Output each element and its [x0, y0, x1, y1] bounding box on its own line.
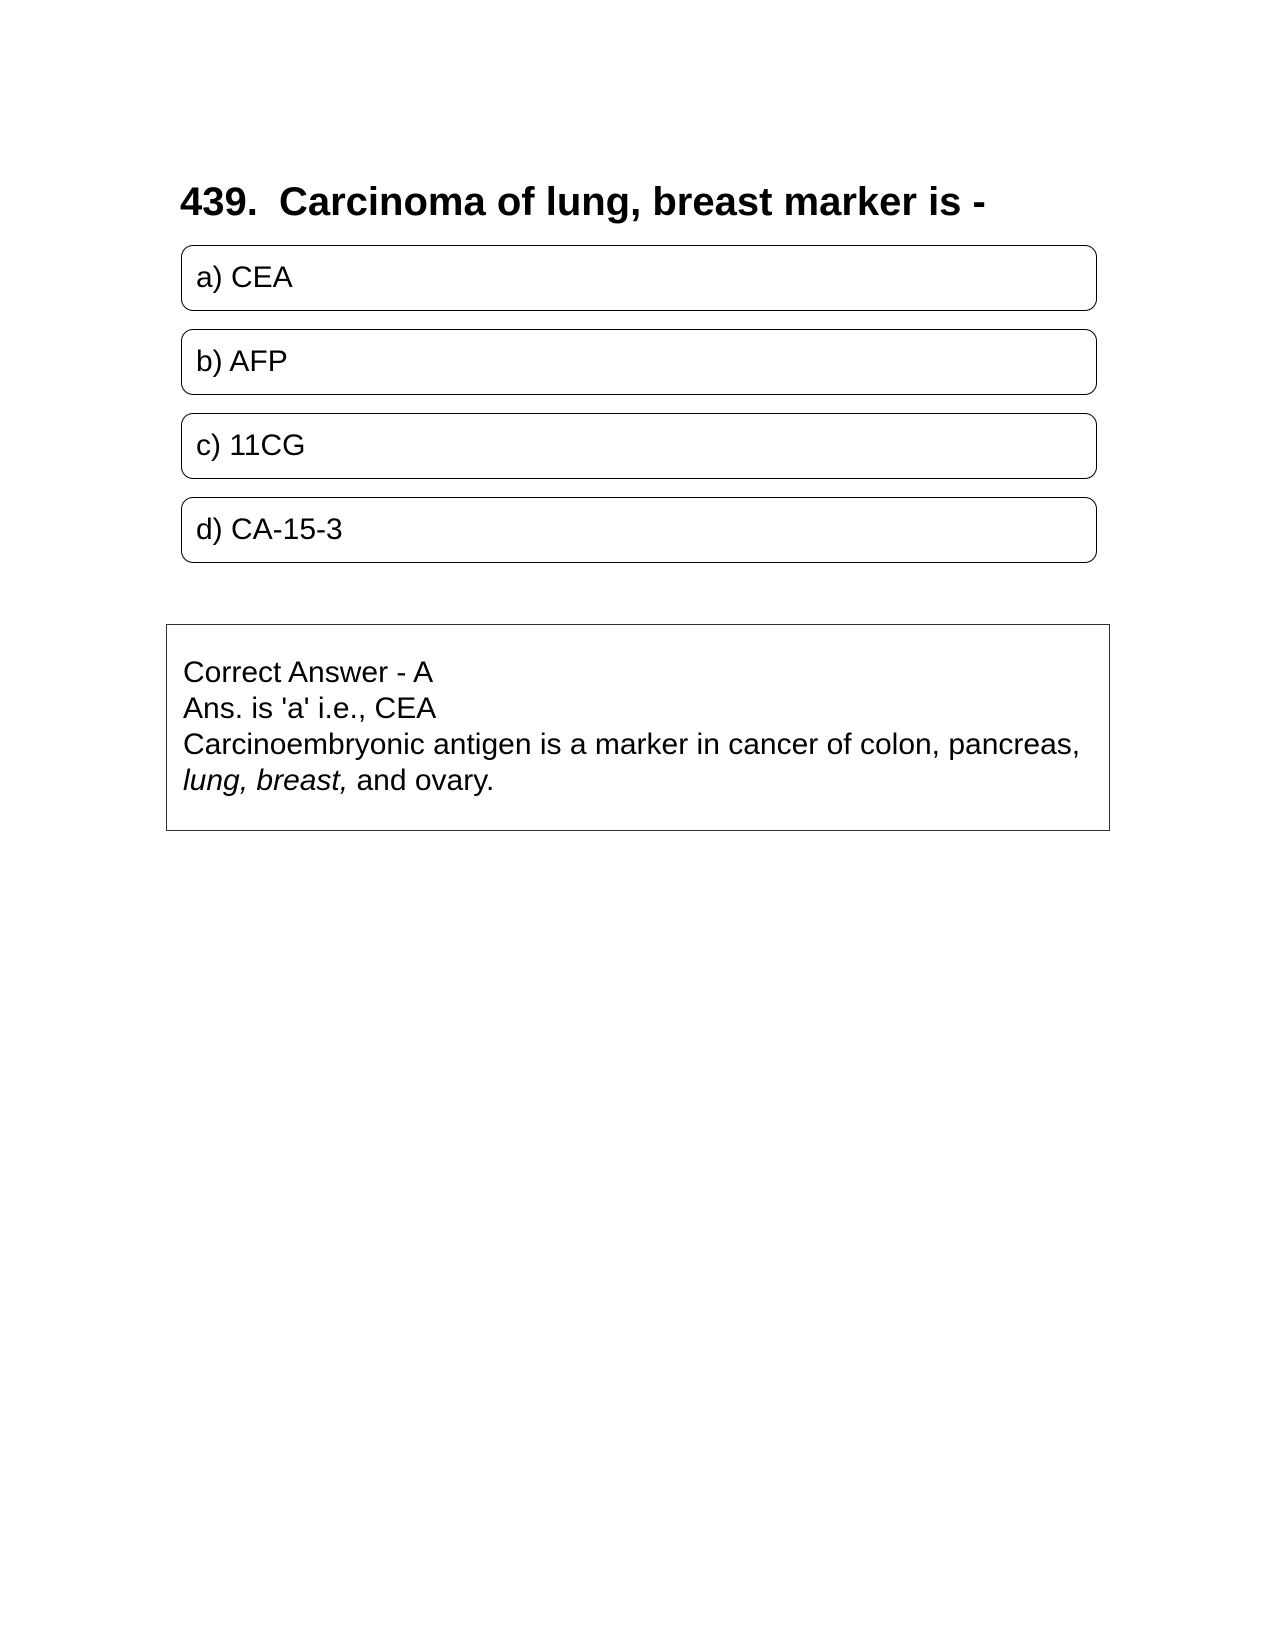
answer-statement: Ans. is 'a' i.e., CEA	[183, 692, 437, 725]
explanation-line-2	[183, 763, 1093, 799]
answer-box	[166, 624, 1110, 831]
option-b[interactable]	[181, 329, 1097, 395]
question-number: 439.	[180, 180, 258, 224]
explanation-rest: and ovary.	[348, 764, 495, 797]
option-a[interactable]	[181, 245, 1097, 311]
explanation-line-1: Carcinoembryonic antigen is a marker in cancer of colon, pancreas,	[183, 728, 1081, 761]
option-label: d) CA-15-3	[196, 513, 343, 546]
option-label: c) 11CG	[196, 429, 306, 462]
option-label: b) AFP	[196, 345, 288, 378]
option-label: a) CEA	[196, 261, 293, 294]
explanation-italic: lung, breast,	[183, 764, 349, 797]
correct-answer: Correct Answer - A	[183, 656, 434, 689]
question-title	[180, 178, 986, 226]
question-text: Carcinoma of lung, breast marker is -	[278, 180, 986, 224]
option-c[interactable]	[181, 413, 1097, 479]
option-d[interactable]	[181, 497, 1097, 563]
